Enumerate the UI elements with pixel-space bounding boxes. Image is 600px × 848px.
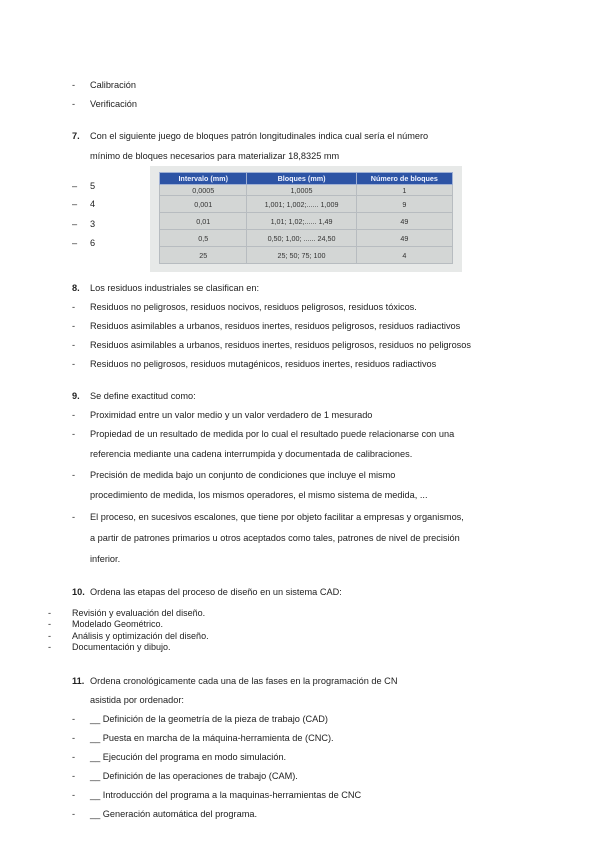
q11-option: __ Ejecución del programa en modo simulación. — [90, 752, 287, 762]
q11-option: __ Puesta en marcha de la máquina-herramienta de (CNC). — [90, 733, 334, 743]
table-cell: 4 — [356, 247, 452, 264]
dash: – — [72, 181, 78, 191]
q10-option: Análisis y optimización del diseño. — [72, 631, 209, 641]
table-row — [160, 247, 453, 264]
table-cell: 1,001; 1,002;...... 1,009 — [247, 196, 356, 213]
question-7-number: 7. — [72, 131, 80, 141]
table-cell: 0,01 — [160, 213, 247, 230]
q9-option-cont: inferior. — [90, 554, 121, 564]
table-cell: 0,50; 1,00; ...... 24,50 — [247, 230, 356, 247]
q11-option: __ Introducción del programa a la maquinas-herramientas de CNC — [90, 790, 362, 800]
q8-option: Residuos asimilables a urbanos, residuos inertes, residuos peligrosos, residuos radiactivos — [90, 321, 461, 331]
question-10-text: Ordena las etapas del proceso de diseño en un sistema CAD: — [90, 587, 342, 597]
header-intervalo: Intervalo (mm) — [160, 173, 247, 185]
q11-option: __ Definición de la geometría de la pieza de trabajo (CAD) — [90, 714, 328, 724]
dash: – — [72, 199, 78, 209]
dash: - — [72, 429, 76, 439]
q11-option: __ Generación automática del programa. — [90, 809, 258, 819]
dash: - — [48, 608, 52, 618]
dash: - — [72, 790, 76, 800]
question-9-number: 9. — [72, 391, 80, 401]
question-8-number: 8. — [72, 283, 80, 293]
dash: - — [72, 80, 76, 90]
dash: - — [48, 631, 52, 641]
question-7-text: Con el siguiente juego de bloques patrón longitudinales indica cual sería el número — [90, 131, 429, 141]
q8-option: Residuos asimilables a urbanos, residuos inertes, residuos peligrosos, residuos no peligrosos — [90, 340, 471, 350]
dash: - — [72, 321, 76, 331]
table-cell: 0,001 — [160, 196, 247, 213]
table-cell: 49 — [356, 213, 452, 230]
q9-option-cont: a partir de patrones primarios u otros aceptados como tales, patrones de nivel de precisión — [90, 533, 460, 543]
header-numero-bloques: Número de bloques — [356, 173, 452, 185]
dash: - — [72, 714, 76, 724]
q9-option: El proceso, en sucesivos escalones, que tiene por objeto facilitar a empresas y organismos, — [90, 512, 464, 522]
table-cell: 49 — [356, 230, 452, 247]
dash: - — [48, 642, 52, 652]
q8-option: Residuos no peligrosos, residuos nocivos, residuos peligrosos, residuos tóxicos. — [90, 302, 417, 312]
q7-option: 5 — [90, 181, 96, 191]
q8-option: Residuos no peligrosos, residuos mutagénicos, residuos inertes, residuos radiactivos — [90, 359, 437, 369]
option-calibracion: Calibración — [90, 80, 136, 90]
dash: – — [72, 238, 78, 248]
question-8-text: Los residuos industriales se clasifican en: — [90, 283, 260, 293]
question-7-text-cont: mínimo de bloques necesarios para materializar 18,8325 mm — [90, 151, 340, 161]
dash: - — [72, 512, 76, 522]
q9-option-cont: referencia mediante una cadena interrumpida y documentada de calibraciones. — [90, 449, 413, 459]
dash: - — [72, 410, 76, 420]
question-11-text-cont: asistida por ordenador: — [90, 695, 184, 705]
gauge-blocks-table-image — [150, 166, 462, 272]
table-row — [160, 185, 453, 196]
q9-option-cont: procedimiento de medida, los mismos operadores, el mismo sistema de medida, ... — [90, 490, 428, 500]
question-11-number: 11. — [72, 676, 85, 686]
dash: - — [72, 752, 76, 762]
q11-option: __ Definición de las operaciones de trabajo (CAM). — [90, 771, 298, 781]
dash: - — [72, 771, 76, 781]
dash: - — [72, 302, 76, 312]
table-row — [160, 230, 453, 247]
q10-option: Modelado Geométrico. — [72, 619, 164, 629]
dash: - — [72, 733, 76, 743]
question-11-text: Ordena cronológicamente cada una de las fases en la programación de CN — [90, 676, 398, 686]
q7-option: 6 — [90, 238, 96, 248]
table-cell: 1 — [356, 185, 452, 196]
table-cell: 0,0005 — [160, 185, 247, 196]
table-cell: 25; 50; 75; 100 — [247, 247, 356, 264]
table-row — [160, 213, 453, 230]
table-header-row — [160, 173, 453, 185]
dash: - — [72, 470, 76, 480]
table-cell: 1,0005 — [247, 185, 356, 196]
q7-option: 4 — [90, 199, 96, 209]
dash: – — [72, 219, 78, 229]
table-cell: 1,01; 1,02;...... 1,49 — [247, 213, 356, 230]
option-verificacion: Verificación — [90, 99, 137, 109]
dash: - — [72, 359, 76, 369]
question-10-number: 10. — [72, 587, 85, 597]
dash: - — [72, 809, 76, 819]
dash: - — [72, 340, 76, 350]
table-row — [160, 196, 453, 213]
question-9-text: Se define exactitud como: — [90, 391, 196, 401]
dash: - — [48, 619, 52, 629]
q9-option: Proximidad entre un valor medio y un valor verdadero de 1 mesurado — [90, 410, 373, 420]
gauge-blocks-table — [159, 172, 453, 264]
table-cell: 9 — [356, 196, 452, 213]
q9-option: Propiedad de un resultado de medida por lo cual el resultado puede relacionarse con una — [90, 429, 455, 439]
q9-option: Precisión de medida bajo un conjunto de condiciones que incluye el mismo — [90, 470, 396, 480]
header-bloques: Bloques (mm) — [247, 173, 356, 185]
q10-option: Documentación y dibujo. — [72, 642, 171, 652]
table-cell: 0,5 — [160, 230, 247, 247]
q10-option: Revisión y evaluación del diseño. — [72, 608, 206, 618]
dash: - — [72, 99, 76, 109]
table-cell: 25 — [160, 247, 247, 264]
q7-option: 3 — [90, 219, 96, 229]
